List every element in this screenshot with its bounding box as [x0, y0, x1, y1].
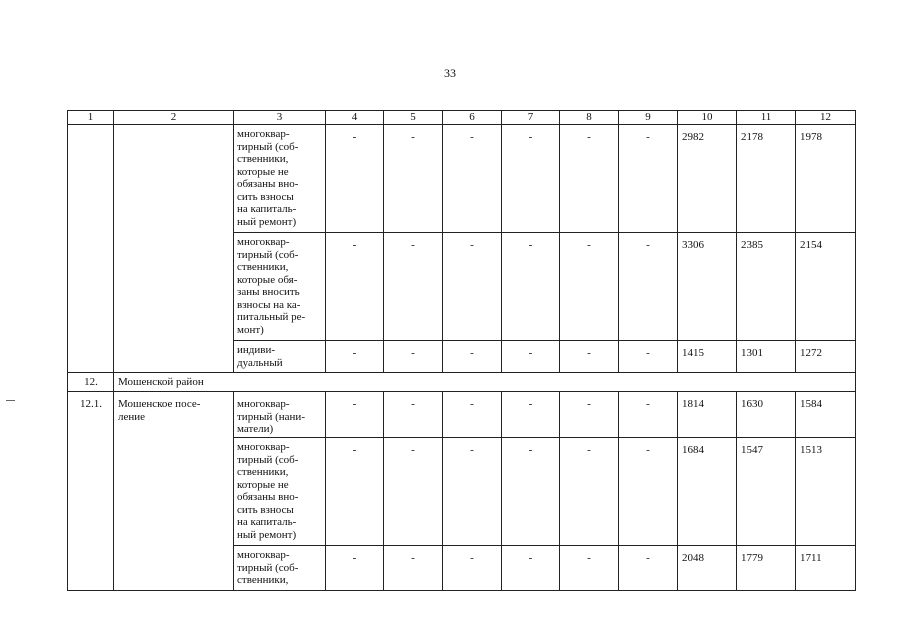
value-cell: - [326, 125, 384, 233]
value-cell: - [560, 546, 619, 591]
continued-settlement-cell [114, 125, 234, 373]
value-cell: - [326, 438, 384, 546]
column-number: 1 [68, 111, 114, 125]
value-cell: 2385 [737, 233, 796, 341]
settlement-number: 12.1. [68, 392, 114, 591]
value-cell: 2048 [678, 546, 737, 591]
value-cell: 1978 [796, 125, 856, 233]
column-number: 6 [443, 111, 502, 125]
column-number: 2 [114, 111, 234, 125]
column-number: 7 [502, 111, 560, 125]
column-number: 9 [619, 111, 678, 125]
value-cell: 1814 [678, 392, 737, 438]
column-number: 4 [326, 111, 384, 125]
value-cell: - [502, 125, 560, 233]
value-cell: 1272 [796, 341, 856, 373]
value-cell: 1779 [737, 546, 796, 591]
section-number: 12. [68, 373, 114, 392]
value-cell: - [326, 341, 384, 373]
housing-type-cell: многоквар- тирный (соб- ственники, которые не обязаны вно- сить взносы на капиталь- ный ремонт) [234, 438, 326, 546]
value-cell: - [560, 341, 619, 373]
column-number: 12 [796, 111, 856, 125]
column-number: 11 [737, 111, 796, 125]
margin-mark [6, 400, 15, 401]
value-cell: - [560, 233, 619, 341]
table-row [68, 125, 856, 233]
value-cell: 2154 [796, 233, 856, 341]
value-cell: - [560, 392, 619, 438]
column-number: 10 [678, 111, 737, 125]
column-number: 5 [384, 111, 443, 125]
value-cell: - [384, 233, 443, 341]
value-cell: 1547 [737, 438, 796, 546]
value-cell: - [443, 546, 502, 591]
value-cell: - [384, 341, 443, 373]
continued-number-cell [68, 125, 114, 373]
value-cell: - [619, 341, 678, 373]
housing-type-cell: многоквар- тирный (нани- матели) [234, 392, 326, 438]
housing-type-cell: многоквар- тирный (соб- ственники, которые обя- заны вносить взносы на ка- питальный ре- монт) [234, 233, 326, 341]
value-cell: 1301 [737, 341, 796, 373]
value-cell: 2982 [678, 125, 737, 233]
value-cell: 1415 [678, 341, 737, 373]
housing-type-cell: индиви- дуальный [234, 341, 326, 373]
value-cell: - [384, 125, 443, 233]
value-cell: - [502, 546, 560, 591]
section-name: Мошенской район [114, 373, 856, 392]
value-cell: 1630 [737, 392, 796, 438]
value-cell: - [326, 233, 384, 341]
value-cell: - [384, 546, 443, 591]
value-cell: - [326, 392, 384, 438]
value-cell: 2178 [737, 125, 796, 233]
housing-type-cell: многоквар- тирный (соб- ственники, которые не обязаны вно- сить взносы на капиталь- ный ремонт) [234, 125, 326, 233]
value-cell: 1711 [796, 546, 856, 591]
table-row [68, 392, 856, 438]
value-cell: - [443, 438, 502, 546]
value-cell: - [326, 546, 384, 591]
value-cell: - [502, 392, 560, 438]
value-cell: 1684 [678, 438, 737, 546]
value-cell: - [443, 341, 502, 373]
value-cell: - [443, 233, 502, 341]
value-cell: 3306 [678, 233, 737, 341]
value-cell: - [443, 125, 502, 233]
value-cell: - [619, 125, 678, 233]
tariff-table [67, 110, 856, 591]
value-cell: - [619, 233, 678, 341]
section-row [68, 373, 856, 392]
value-cell: - [560, 125, 619, 233]
value-cell: - [619, 438, 678, 546]
value-cell: 1584 [796, 392, 856, 438]
value-cell: - [502, 233, 560, 341]
value-cell: - [502, 341, 560, 373]
value-cell: - [619, 546, 678, 591]
value-cell: - [560, 438, 619, 546]
column-number: 3 [234, 111, 326, 125]
value-cell: - [443, 392, 502, 438]
value-cell: - [502, 438, 560, 546]
column-number-row [68, 111, 856, 125]
value-cell: - [384, 438, 443, 546]
value-cell: - [619, 392, 678, 438]
column-number: 8 [560, 111, 619, 125]
housing-type-cell: многоквар- тирный (соб- ственники, [234, 546, 326, 591]
value-cell: 1513 [796, 438, 856, 546]
value-cell: - [384, 392, 443, 438]
page-number: 33 [444, 66, 456, 80]
settlement-name: Мошенское посе- ление [114, 392, 234, 591]
